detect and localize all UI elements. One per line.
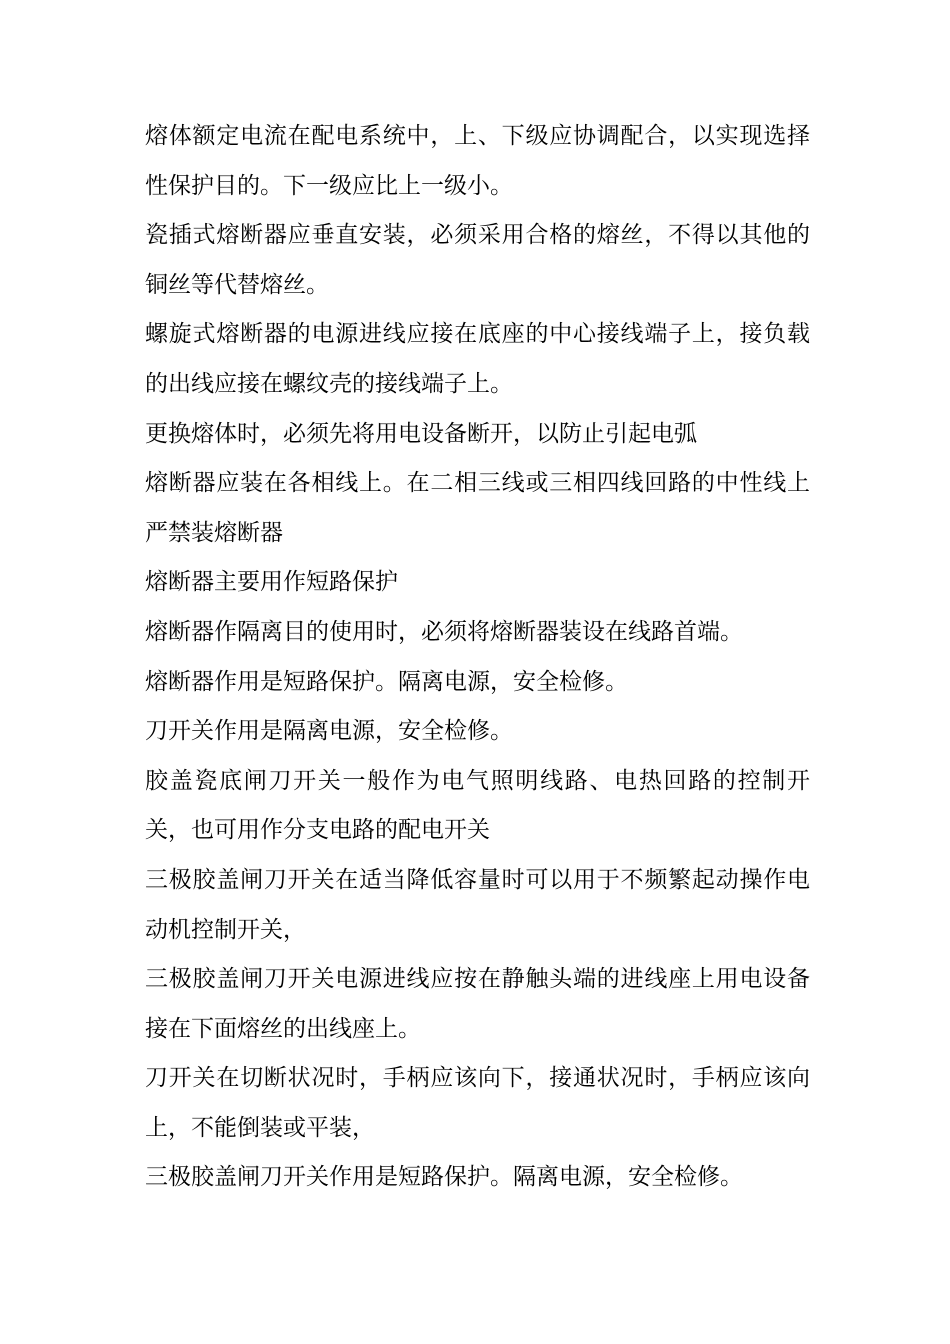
- paragraph-1: 熔体额定电流在配电系统中，上、下级应协调配合，以实现选择性保护目的。下一级应比上一级小。: [145, 123, 810, 199]
- paragraph-13: 刀开关在切断状况时，手柄应该向下，接通状况时，手柄应该向上，不能倒装或平装，: [145, 1065, 810, 1141]
- paragraph-14: 三极胶盖闸刀开关作用是短路保护。隔离电源，安全检修。: [145, 1164, 743, 1191]
- paragraph-12: 三极胶盖闸刀开关电源进线应按在静触头端的进线座上用电设备接在下面熔丝的出线座上。: [145, 966, 810, 1042]
- paragraph-11: 三极胶盖闸刀开关在适当降低容量时可以用于不频繁起动操作电动机控制开关，: [145, 866, 810, 943]
- paragraph-6: 熔断器主要用作短路保护: [145, 569, 398, 596]
- paragraph-9: 刀开关作用是隔离电源，安全检修。: [145, 718, 513, 745]
- paragraph-5: 熔断器应装在各相线上。在二相三线或三相四线回路的中性线上严禁装熔断器: [145, 470, 810, 546]
- paragraph-4: 更换熔体时，必须先将用电设备断开，以防止引起电弧: [145, 420, 697, 447]
- paragraph-8: 熔断器作用是短路保护。隔离电源，安全检修。: [145, 668, 628, 695]
- paragraph-2: 瓷插式熔断器应垂直安装，必须采用合格的熔丝，不得以其他的铜丝等代替熔丝。: [145, 222, 810, 298]
- paragraph-7: 熔断器作隔离目的使用时，必须将熔断器装设在线路首端。: [145, 618, 743, 645]
- paragraph-10: 胶盖瓷底闸刀开关一般作为电气照明线路、电热回路的控制开关，也可用作分支电路的配电开关: [145, 767, 810, 844]
- document-body: [145, 112, 810, 1203]
- paragraph-3: 螺旋式熔断器的电源进线应接在底座的中心接线端子上，接负载的出线应接在螺纹壳的接线端子上。: [145, 321, 810, 397]
